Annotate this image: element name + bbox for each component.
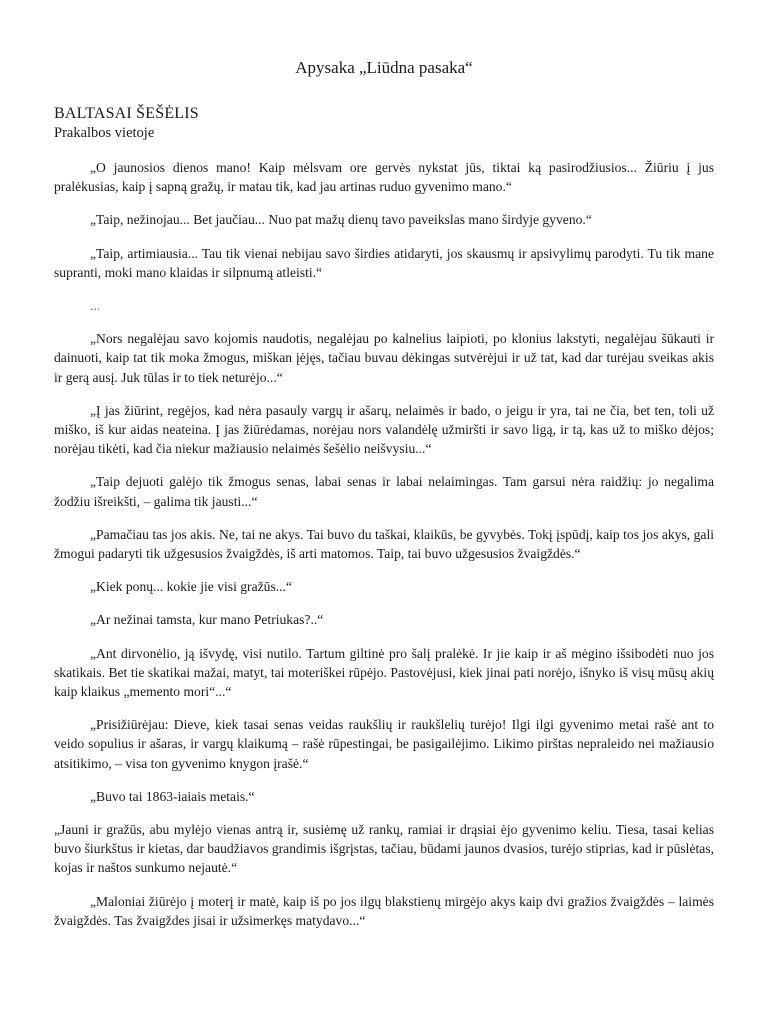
paragraph-10: „Ant dirvonėlio, ją išvydę, visi nutilo. Tartum giltinė pro šalį pralėkė. Ir jie kaip ir aš mėgino išsibodėti nuo jos skatikais. Bet tie skatikai mažai, matyt, tai moteriškei rūpėjo. Pastovėjusi, kiek jinai pati norėjo, išnyko iš visų mūsų akių kaip klaikus „memento mori“...“ [54, 645, 714, 700]
paragraph-1: „O jaunosios dienos mano! Kaip mėlsvam ore gervės nykstat jūs, tiktai ką pasirodžiusios... Žiūriu į jus pralėkusias, kaip į sapną gražų, ir matau tik, kad jau artinas ruduo gyvenimo mano.“ [54, 160, 714, 195]
paragraph-11: „Prisižiūrėjau: Dieve, kiek tasai senas veidas raukšlių ir raukšlelių turėjo! Ilgi ilgi gyvenimo metai rašė ant to veido sopulius ir ašaras, ir vargų klaikumą – rašė rūpestingai, be pasigailėjimo. Likimo pirštas nepraleido nei mažiausio atsitikimo, – visa ton gyvenimo knygon įrašė.“ [54, 717, 714, 771]
paragraph-9: „Ar nežinai tamsta, kur mano Petriukas?..“ [90, 612, 324, 628]
paragraph-2: „Taip, nežinojau... Bet jaučiau... Nuo pat mažų dienų tavo paveikslas mano širdyje gyveno.“ [90, 212, 592, 228]
document-title: Apysaka „Liūdna pasaka“ [295, 58, 473, 77]
paragraph-4: „Nors negalėjau savo kojomis naudotis, negalėjau po kalnelius laipioti, po klonius lakstyti, negalėjau šūkauti ir dainuoti, kaip tat tik moka žmogus, miškan įėjęs, tačiau buvau dėkingas sutvėrėjui ir už tat, kad dar turėjau sveikas akis ir gerą ausį. Juk tūlas ir to tiek neturėjo...“ [54, 331, 714, 385]
paragraph-5: „Į jas žiūrint, regėjos, kad nėra pasauly vargų ir ašarų, nelaimės ir bado, o jeigu ir yra, tai ne čia, bet ten, toli už miško, iš kur aidas neateina. Į jas žiūrėdamas, norėjau nors valandėlę užmiršti ir savo ligą, ir tą, kas už to miško dėjos; norėjau tikėti, kad čia niekur mažiausio nelaimės šešėlio neišvysiu...“ [54, 402, 714, 457]
paragraph-7: „Pamačiau tas jos akis. Ne, tai ne akys. Tai buvo du taškai, klaikūs, be gyvybės. Tokį įspūdį, kaip tos jos akys, gali žmogui padaryti tik užgesusios žvaigždės, iš arti matomos. Taip, tai buvo užgesusios žvaigždės.“ [54, 526, 714, 562]
paragraph-13: „Jauni ir gražūs, abu mylėjo vienas antrą ir, susiėmę už rankų, ramiai ir drąsiai ėjo gyvenimo keliu. Tiesa, tasai kelias buvo šiurkštus ir kietas, dar baudžiavos grandimis išgrįstas, tačiau, būdami jaunos dvasios, turėjo stiprias, kad ir pūslėtas, kojas ir naštos sunkumo nejautė.“ [54, 822, 714, 876]
section-heading: BALTASAI ŠEŠĖLIS [54, 105, 199, 122]
document-body [54, 158, 714, 944]
section-subheading: Prakalbos vietoje [54, 125, 155, 141]
paragraph-6: „Taip dejuoti galėjo tik žmogus senas, labai senas ir labai nelaimingas. Tam garsui nėra raidžių: jo negalima žodžiu išreikšti, – galima tik jausti...“ [54, 474, 714, 509]
paragraph-12: „Buvo tai 1863-iaiais metais.“ [90, 788, 255, 804]
paragraph-14: „Maloniai žiūrėjo į moterį ir matė, kaip iš po jos ilgų blakstienų mirgėjo akys kaip dvi gražios žvaigždės – laimės žvaigždės. Tas žvaigždes jisai ir užsimerkęs matydavo...“ [54, 893, 714, 928]
paragraph-3: „Taip, artimiausia... Tau tik vienai nebijau savo širdies atidaryti, jos skausmų ir apsivylimų parodyti. Tu tik mane supranti, moki mano klaidas ir silpnumą atleisti.“ [54, 245, 714, 280]
paragraph-8: „Kiek ponų... kokie jie visi gražūs...“ [90, 579, 292, 595]
ellipsis-separator: ... [90, 298, 101, 314]
